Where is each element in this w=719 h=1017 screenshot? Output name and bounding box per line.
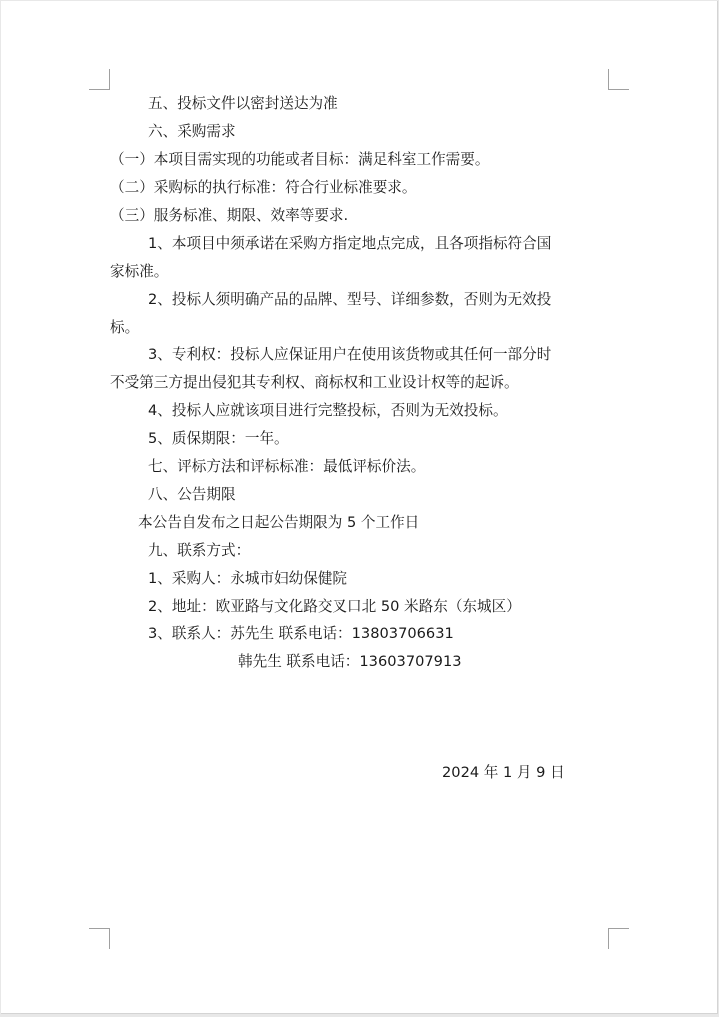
service-item-3-line-1: 3、专利权：投标人应保证用户在使用该货物或其任何一部分时	[148, 346, 552, 363]
requirement-item-goal: （一）本项目需实现的功能或者目标：满足科室工作需要。	[110, 151, 490, 168]
service-item-2-line-2: 标。	[110, 319, 140, 336]
requirement-item-standard: （二）采购标的执行标准：符合行业标准要求。	[110, 179, 417, 196]
service-item-1-line-1: 1、本项目中须承诺在采购方指定地点完成，且各项指标符合国	[148, 235, 552, 252]
service-item-4: 4、投标人应就该项目进行完整投标，否则为无效投标。	[148, 402, 508, 419]
section-heading-evaluation: 七、评标方法和评标标准：最低评标价法。	[148, 458, 426, 475]
crop-mark-bottom-left	[89, 928, 110, 949]
service-item-1-line-2: 家标准。	[110, 263, 169, 280]
service-item-5: 5、质保期限：一年。	[148, 430, 289, 447]
service-item-2-line-1: 2、投标人须明确产品的品牌、型号、详细参数，否则为无效投	[148, 291, 552, 308]
crop-mark-top-left	[89, 69, 110, 90]
section-heading-notice-period: 八、公告期限	[148, 486, 236, 503]
contact-person-1: 3、联系人：苏先生 联系电话：13803706631	[148, 625, 454, 642]
crop-mark-bottom-right	[608, 928, 629, 949]
notice-period-text: 本公告自发布之日起公告期限为 5 个工作日	[138, 514, 420, 531]
crop-mark-top-right	[608, 69, 629, 90]
document-page	[1, 1, 718, 1014]
section-heading-procurement-needs: 六、采购需求	[148, 123, 236, 140]
document-date: 2024 年 1 月 9 日	[442, 764, 565, 781]
contact-person-2: 韩先生 联系电话：13603707913	[238, 653, 462, 670]
section-heading-contact: 九、联系方式：	[148, 542, 251, 559]
section-heading-bid-delivery: 五、投标文件以密封送达为准	[148, 95, 338, 112]
contact-address: 2、地址：欧亚路与文化路交叉口北 50 米路东（东城区）	[148, 598, 521, 615]
requirement-item-service: （三）服务标准、期限、效率等要求.	[110, 207, 349, 224]
contact-purchaser: 1、采购人：永城市妇幼保健院	[148, 570, 348, 587]
service-item-3-line-2: 不受第三方提出侵犯其专利权、商标权和工业设计权等的起诉。	[110, 374, 519, 391]
